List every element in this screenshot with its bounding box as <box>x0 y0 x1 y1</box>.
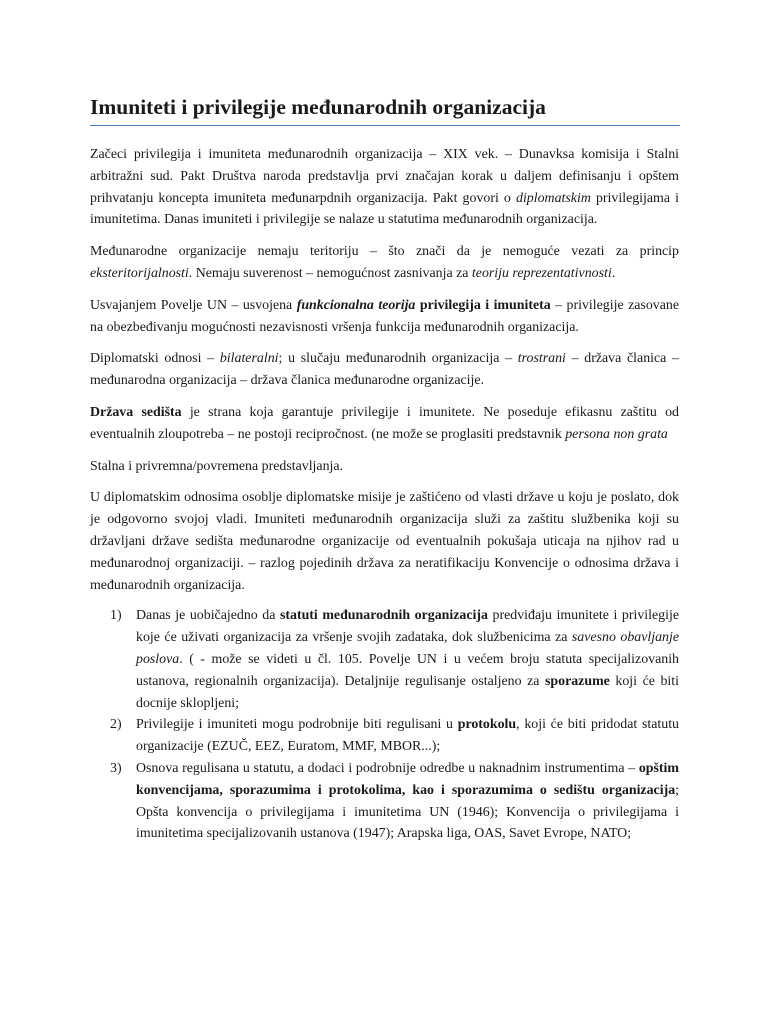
paragraph-host-state <box>90 402 679 446</box>
document-title: Imuniteti i privilegije međunarodnih organizacija <box>90 95 546 119</box>
text: , koji će biti pridodat statutu organizacije (EZUČ, EEZ, Euratom, MMF, MBOR...); <box>136 717 680 755</box>
list-number: 2) <box>110 717 122 733</box>
text: Međunarodne organizacije nemaju teritoriju – što znači da je nemoguće vezati za princip <box>90 244 679 260</box>
paragraph-representations: Stalna i privremna/povremena predstavljanja. <box>90 458 344 474</box>
paragraph-staff-protection: U diplomatskim odnosima osoblje diplomatske misije je zaštićeno od vlasti države u koju je poslato, dok je odgovorno svojoj vladi. Imuniteti međunarodnih organizacija služi za zaštitu službenika koji su državljani države sedišta međunarodne organizacije od eventualnih pokušaja uticaja na njihov rad u međunarodnoj organizaciji. – razlog pojedinih država za neratifikaciju Konvencije o odnosima država i međunarodnih organizacija. <box>90 490 679 593</box>
text: ; u slučaju međunarodnih organizacija – <box>278 351 518 367</box>
list-item <box>90 605 679 714</box>
paragraph-un-charter <box>90 295 679 339</box>
text: . Nemaju suverenost – nemogućnost zasnivanja za <box>188 265 472 281</box>
emphasis: bilateralni <box>219 351 279 367</box>
emphasis: savesno obavljanje poslova <box>136 630 680 667</box>
text: Začeci privilegija i imuniteta međunarodnih organizacija – XIX vek. – Dunavksa komisija i Stalni arbitražni sud. Pakt Društva naroda predstavlja prvi značajan korak u daljem definisanju i opštem prihvatanju koncepta imuniteta međunarpdnih organizacija. Pakt govori o <box>90 147 679 206</box>
document-body <box>90 144 679 845</box>
strong-text: privilegija i imuniteta <box>415 297 551 313</box>
list-item <box>90 714 679 758</box>
text: ; Opšta konvencija o privilegijama i imunitetima UN (1946); Konvencija o privilegijama i imunitetima specijalizovanih ustanova (1947); Arapska liga, OAS, Savet Evrope, NATO; <box>136 782 679 842</box>
text: Osnova regulisana u statutu, a dodaci i podrobnije odredbe u naknadnim instrumentima – <box>136 760 639 776</box>
emphasis: diplomatskim <box>516 190 591 206</box>
text: koji će biti docnije sklopljeni; <box>136 673 679 711</box>
title-underline <box>90 125 680 126</box>
strong-text: protokolu <box>457 717 517 733</box>
text: Diplomatski odnosi – <box>90 351 220 367</box>
list-number: 1) <box>110 608 122 624</box>
text: Danas je uobičajedno da <box>136 608 280 624</box>
numbered-list <box>90 605 679 845</box>
list-number: 3) <box>110 760 122 776</box>
paragraph-origins <box>90 144 679 231</box>
text: – privilegije zasovane na obezbeđivanju mogućnosti nezavisnosti vršenja funkcija međunarodnih organizacija. <box>90 297 679 335</box>
strong-text: Država sedišta <box>90 404 182 420</box>
text: Privilegije i imuniteti mogu podrobnije biti regulisani u <box>136 717 458 733</box>
text: – država članica – međunarodna organizacija – država članica međunarodne organizacije. <box>90 351 679 389</box>
text: predviđaju imunitete i privilegije koje će uživati organizacija za vršenje svojih zadataka, dok službenicima za <box>136 608 679 646</box>
emphasis: persona non grata <box>565 426 668 442</box>
list-item <box>90 758 679 845</box>
emphasis: trostrani <box>517 351 566 367</box>
emphasis: teoriju reprezentativnosti <box>471 265 612 281</box>
strong-text: statuti međunarodnih organizacija <box>279 608 488 624</box>
paragraph-territory <box>90 241 679 285</box>
paragraph-diplomatic-relations <box>90 348 679 392</box>
strong-text: opštim konvencijama, sporazumima i protokolima, kao i sporazumima o sedištu organizacija <box>136 760 679 798</box>
text: . ( - može se videti u čl. 105. Povelje UN i u većem broju statuta specijalizovanih ustanova, regionalnih organizacija). Detaljnije regulisanje ostaljeno za <box>136 651 679 689</box>
text: je strana koja garantuje privilegije i imunitete. Ne poseduje efikasnu zaštitu od eventualnih zloupotreba – ne postoji recipročnost. (ne može se proglasiti predstavnik <box>90 404 679 442</box>
text: Usvajanjem Povelje UN – usvojena <box>90 297 297 313</box>
text: privilegijama i imunitetima. Danas imuniteti i privilegije se nalaze u statutima međunarodnih organizacija. <box>90 190 680 228</box>
emphasis: eksteritorijalnosti <box>90 265 189 281</box>
emphasis: funkcionalna teorija <box>296 297 416 313</box>
text: . <box>611 265 616 281</box>
strong-text: sporazume <box>545 673 610 689</box>
